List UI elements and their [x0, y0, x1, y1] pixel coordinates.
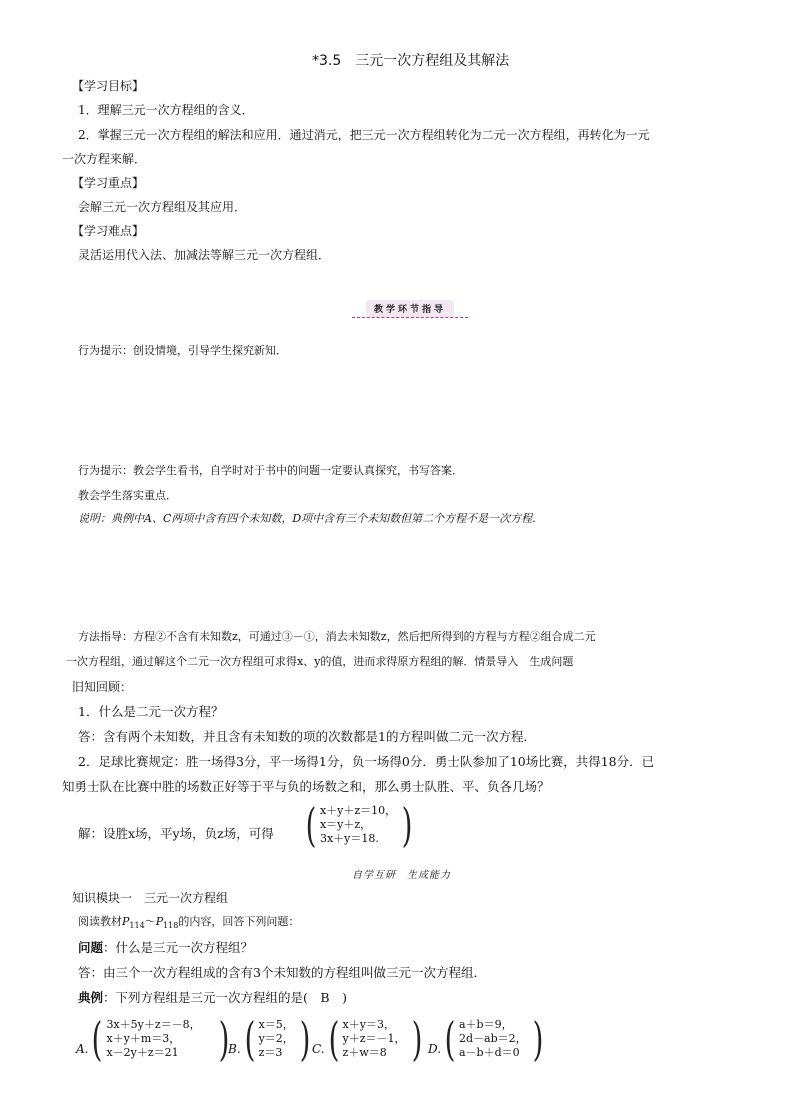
page-title: *3.5 三元一次方程组及其解法 — [312, 53, 510, 69]
option-c-eq-1: x＋y＝3， — [342, 1018, 395, 1031]
key-points-text: 会解三元一次方程组及其应用． — [78, 200, 247, 214]
option-b-eq-2: y＝2， — [258, 1032, 294, 1045]
example — [78, 988, 347, 1006]
question-text: ：什么是三元一次方程组？ — [103, 940, 254, 955]
option-c-left-brace: ( — [328, 1012, 339, 1066]
review-question-2-line-1: 2．足球比赛规定：胜一场得3分，平一场得1分，负一场得0分．勇士队参加了10场比赛，共得18分．已 — [78, 754, 655, 769]
section-mark: 自学互研 生成能力 — [352, 870, 451, 881]
behavior-hint-2-line-2: 教会学生落实重点． — [78, 489, 177, 502]
reading-instruction: 阅读教材$P_{114}\sim P_{118}$的内容，回答下列问题： — [78, 915, 300, 930]
option-d-left-brace: ( — [444, 1012, 456, 1066]
option-c-eq-2: y＋z＝－1， — [342, 1032, 406, 1045]
option-c-eq-3: z＋w＝8 — [342, 1046, 387, 1059]
question-label: 问题 — [78, 940, 104, 955]
review-question-1: 1．什么是二元一次方程？ — [78, 704, 224, 719]
option-a-eq-2: x＋y＋m＝3， — [106, 1032, 181, 1045]
difficulties-text: 灵活运用代入法、加减法等解三元一次方程组． — [78, 248, 331, 262]
option-a-label: A. — [76, 1042, 89, 1056]
teaching-guide-banner — [352, 299, 468, 317]
option-d-right-brace: ) — [532, 1012, 543, 1066]
option-c-right-brace: ) — [411, 1012, 422, 1066]
option-a-left-brace: ( — [92, 1012, 103, 1066]
option-a-eq-3: x－2y＋z＝21 — [106, 1046, 179, 1059]
review-answer-1: 答：含有两个未知数，并且含有未知数的项的次数都是1的方程叫做二元一次方程． — [78, 729, 536, 744]
option-d — [428, 1012, 547, 1066]
option-c-label: C. — [312, 1042, 325, 1056]
banner-underline — [352, 317, 468, 318]
option-a-eq-1: 3x＋5y＋z＝－8， — [106, 1018, 201, 1031]
option-d-eq-3: a－b＋d＝0 — [458, 1046, 520, 1059]
behavior-hint-1: 行为提示：创设情境，引导学生探究新知． — [78, 344, 287, 357]
explanation-note: 说明：典例中A、C两项中含有四个未知数，D项中含有三个未知数但第二个方程不是一次方程． — [78, 512, 544, 525]
goal-item-1: 1．理解三元一次方程组的含义． — [78, 103, 254, 117]
system-eq-1: x＋y＋z＝10， — [319, 804, 397, 817]
option-b-label: B. — [228, 1042, 241, 1056]
solution-prefix: 解：设胜x场，平y场，负z场，可得 — [78, 826, 274, 841]
option-b-right-brace: ) — [299, 1012, 311, 1066]
example-label: 典例 — [78, 990, 104, 1005]
method-guide-line-1: 方法指导：方程②不含有未知数z，可通过③－①，消去未知数z，然后把所得到的方程与方程②组合成二元 — [78, 630, 596, 643]
option-b-left-brace: ( — [244, 1012, 256, 1066]
method-guide-line-2: 一次方程组，通过解这个二元一次方程组可求得x、y的值，进而求得原方程组的解．情景导入 生成问题 — [66, 655, 574, 668]
question — [78, 938, 253, 956]
option-c — [312, 1012, 426, 1066]
option-d-label: D. — [428, 1042, 442, 1056]
review-heading: 旧知回顾： — [72, 680, 133, 694]
system-eq-3: 3x＋y＝18. — [319, 832, 379, 845]
option-a — [76, 1012, 233, 1066]
option-b-eq-1: x＝5， — [258, 1018, 294, 1031]
goal-item-2-line-2: 一次方程来解． — [62, 152, 147, 166]
option-d-eq-1: a＋b＝9， — [458, 1018, 513, 1031]
example-text: ：下列方程组是三元一次方程组的是( B ) — [103, 990, 347, 1005]
option-b-eq-3: z＝3 — [258, 1046, 283, 1059]
behavior-hint-2-line-1: 行为提示：教会学生看书，自学时对于书中的问题一定要认真探究，书写答案． — [78, 464, 463, 477]
difficulties-heading: 【学习难点】 — [72, 224, 145, 238]
right-brace: ) — [401, 798, 413, 852]
module-heading: 知识模块一 三元一次方程组 — [72, 891, 229, 905]
option-a-right-brace: ) — [218, 1012, 230, 1066]
option-d-eq-2: 2d－ab＝2， — [458, 1032, 527, 1045]
goal-item-2-line-1: 2．掌握三元一次方程组的解法和应用．通过消元，把三元一次方程组转化为二元一次方程组，再转化为一元 — [78, 128, 650, 142]
goals-heading: 【学习目标】 — [72, 79, 145, 93]
review-question-2-line-2: 知勇士队在比赛中胜的场数正好等于平与负的场数之和，那么勇士队胜、平、负各几场？ — [62, 779, 550, 794]
answer: 答：由三个一次方程组成的含有3个未知数的方程组叫做三元一次方程组． — [78, 965, 486, 980]
key-points-heading: 【学习重点】 — [72, 176, 145, 190]
solution-system — [302, 798, 416, 852]
option-b — [228, 1012, 314, 1066]
system-eq-2: x＝y＋z， — [319, 818, 372, 831]
banner-label: 教学环节指导 — [366, 300, 454, 317]
left-brace: ( — [305, 798, 317, 852]
